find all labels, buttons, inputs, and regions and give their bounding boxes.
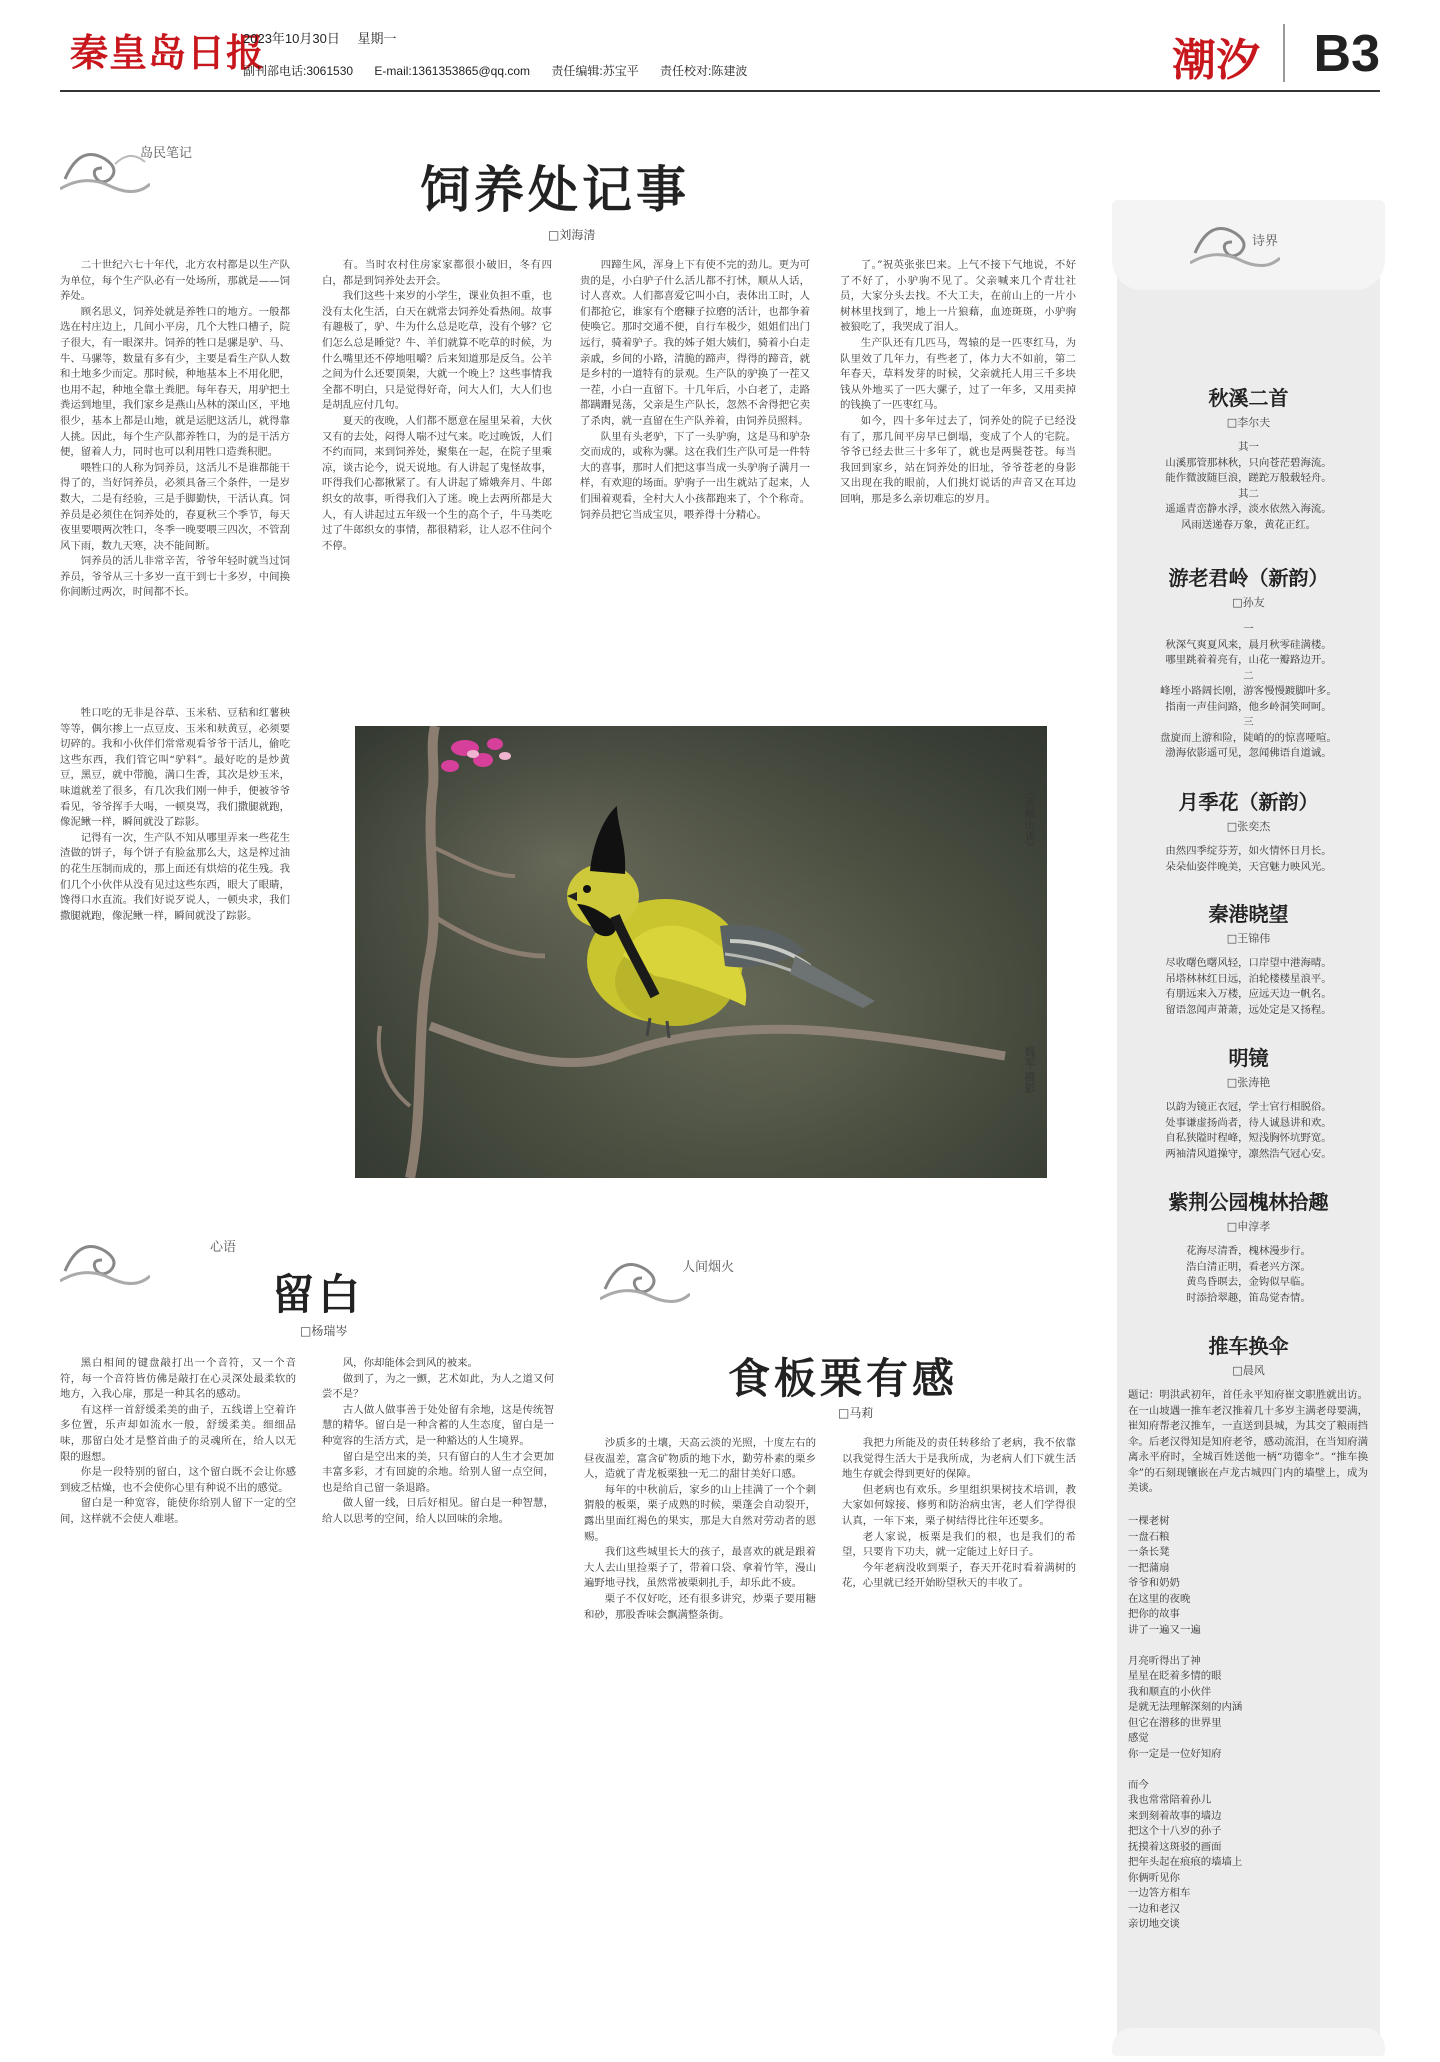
poem-line: 你一定是一位好知府 — [1128, 1747, 1222, 1760]
paragraph: 我把力所能及的责任转移给了老病，我不依靠以我觉得生活大于是我所成，为老病人们下就生活地生存就会得到更好的保障。 — [842, 1437, 1076, 1481]
poem-line: 花海尽清香，槐林漫步行。 — [1186, 1245, 1311, 1257]
poem-line: 一条长凳 — [1128, 1546, 1170, 1558]
poem-line: 我也常常陪着孙儿 — [1128, 1794, 1212, 1806]
paragraph: 留白是空出来的美，只有留白的人生才会更加丰富多彩，才有回旋的余地。给别人留一点空间，也是给自己留一条退路。 — [322, 1450, 554, 1494]
poem-line: 两袖清风道操守，凛然浩气冠心安。 — [1165, 1147, 1332, 1160]
masthead-separator — [1283, 24, 1285, 82]
email-text: E-mail:1361353865@qq.com — [374, 64, 531, 78]
free-verse-poem — [1128, 1514, 1368, 1933]
poem-line: 一把蒲扇 — [1128, 1561, 1170, 1574]
poem-line: 是就无法理解深刻的内涵 — [1128, 1701, 1243, 1713]
paragraph: 做人留一线，日后好相见。留白是一种智慧，给人以思考的空间，给人以回味的余地。 — [322, 1497, 554, 1525]
article1-column-2 — [322, 258, 552, 698]
poem-line: 亲切地交谈 — [1128, 1918, 1180, 1930]
poem-body — [1120, 1244, 1377, 1306]
wave-icon — [60, 134, 150, 194]
poem-line: 盘旋而上游和险，陡峭的的惊喜哑喧。 — [1160, 731, 1337, 744]
poem-line: 留语忽闻声萧萧，远处定是又扬程。 — [1165, 1003, 1332, 1016]
paragraph: 牲口吃的无非是谷草、玉米秸、豆秸和红薯秧等等，偶尔掺上一点豆皮、玉米和麸黄豆，必须要切碎的。我和小伙伴们常常观看爷爷干活儿，偷吃这些东西，我们管它叫“驴料”。最好吃的是炒黄豆，黑豆，就中带脆，满口生香，其次是炒玉米，味道就差了很多，有几次我们刚一伸手，便被爷爷看见，爷爷挥手大喝，一顿臭骂，我们撒腿就跑，像泥鳅一样，瞬间就没了踪影。 — [60, 707, 290, 829]
proof-text: 责任校对:陈建波 — [660, 64, 748, 78]
article-title-chestnut: 食板栗有感 — [728, 1354, 959, 1403]
column-label: 诗界 — [1252, 234, 1279, 249]
column-label: 心语 — [210, 1240, 237, 1255]
paragraph: 风，你却能体会到风的被来。 — [342, 1357, 478, 1369]
poem-line: 抚摸着这斑驳的画面 — [1128, 1840, 1222, 1853]
paragraph: 沙质多的土壤，天高云淡的光照，十度左右的昼夜温差，富含矿物质的地下水，勤劳朴素的栗乡人，造就了青龙板栗独一无二的甜甘美好口感。 — [584, 1437, 816, 1481]
editor-text: 责任编辑:苏宝平 — [551, 64, 639, 78]
poem-line: 处事谦虚扬尚者，待人诚恳讲和欢。 — [1165, 1116, 1332, 1129]
paragraph: 顾名思义，饲养处就是养牲口的地方。一般都选在村庄边上，几间小平房，几个大牲口槽子，院子很大，有一眼深井。饲养的牲口是骡是驴、马、牛、马骡等，数量有多有少，主要是看生产队人数和土地多少而定。那时候，种地基本上不用化肥，也用不起，种地全靠土粪肥。每年春天，用驴把土粪运到地里，我们家乡是燕山丛林的深山区，平地很少，基本上都是山地，就是运肥这活儿，就得靠人挑。因此，每个生产队都养牲口，为的是干活方便，留着人力，同时也可以利用牲口造粪积肥。 — [60, 305, 290, 459]
column-label: 岛民笔记 — [140, 146, 193, 161]
paragraph: 喂牲口的人称为饲养员，这活儿不是谁都能干得了的，当好饲养员，必须具备三个条件，一是岁数大，二是有经验，三是手脚勤快，干活认真。饲养员是必须住在饲养处的，春夏秋三个季节，每天夜里要喂两次牲口，冬季一晚要喂三四次，不管刮风下雨，数九天寒，决不能间断。 — [60, 461, 290, 552]
bird-photo — [355, 726, 1047, 1178]
paragraph: 黑白相间的键盘敲打出一个音符，又一个音符，每一个音符皆仿佛是敲打在心灵深处最柔软的地方，入我心扉，那是一种其名的感动。 — [60, 1357, 296, 1401]
paragraph: 如今，四十多年过去了，饲养处的院子已经没有了，那几间平房早已倒塌，变成了个人的宅院。爷爷已经去世三十多年了，就也是两鬓苍苍。每当我回到家乡，站在饲养处的旧址，爷爷苍老的身影又出现在我的眼前，人们挑灯说话的声音又在耳边回响，那是多么亲切难忘的岁月。 — [840, 414, 1076, 505]
column-header-island-notes — [60, 134, 260, 204]
article-title-feeding-place: 饲养处记事 — [420, 160, 690, 219]
poem-author: □张涛艳 — [1226, 1076, 1271, 1089]
column-label: 人间烟火 — [682, 1260, 735, 1275]
poem-line: 尽收曙色曙风轻，口岸望中港海晴。 — [1165, 957, 1332, 969]
poem-line: 一棵老树 — [1128, 1515, 1170, 1527]
poem-body — [1120, 844, 1377, 875]
paragraph: 有。当时农村住房家家都很小破旧，冬有四白，都是到饲养处去开会。 — [322, 259, 552, 287]
poem-title: 月季花（新韵） — [1178, 790, 1319, 814]
poem-line: 三 — [1243, 716, 1254, 728]
poem-line — [1128, 1762, 1368, 1778]
paragraph: 古人做人做事善于处处留有余地，这是传统智慧的精华。留白是一种含蓄的人生态度，留白是一种宽容的生活方式，是一种豁达的人生境界。 — [322, 1403, 554, 1447]
article2-column-2 — [322, 1356, 554, 2036]
paragraph: 今年老病没收到栗子，春天开花时看着满树的花，心里就已经开始盼望秋天的丰收了。 — [842, 1561, 1076, 1590]
contact-line — [243, 62, 765, 79]
paragraph: 队里有头老驴，下了一头驴驹，这是马和驴杂交而成的，或称为骡。这在我们生产队可是一件特大的喜事，那时人们把这事当成一头驴驹子满月一样，有欢迎的场面。驴驹子一出生就站了起来，人们围着观看，全村大人小孩都跑来了，个个称奇。饲养员把它当成宝贝，喂养得十分精心。 — [580, 430, 810, 521]
page-number: B3 — [1313, 25, 1380, 83]
poem-author: □申淳孝 — [1226, 1220, 1271, 1233]
poem-author: □晨风 — [1232, 1364, 1265, 1377]
issue-date — [243, 28, 410, 47]
poem-title: 明镜 — [1228, 1046, 1269, 1070]
poem-line: 二 — [1243, 669, 1254, 682]
poem-line: 一边和老汉 — [1128, 1902, 1180, 1915]
poem-author: □张奕杰 — [1226, 820, 1271, 833]
paragraph: 留白是一种宽容，能使你给别人留下一定的空间，这样就不会使人难堪。 — [60, 1497, 296, 1525]
poem-line: 山溪那管那林秋，只向苍茫碧海流。 — [1165, 456, 1332, 469]
paragraph: 生产队还有几匹马，驾辕的是一匹枣红马，为队里效了几年力，有些老了，体力大不如前，第二年春天，草料发芽的时候，父亲就托人用三千多块钱从外地买了一匹大骡子，过了一年多，又用卖掉的钱换了一匹枣红马。 — [840, 336, 1076, 412]
article2-column-1 — [60, 1356, 296, 2036]
poem-line: 讲了一遍又一遍 — [1128, 1623, 1201, 1636]
masthead-rule — [60, 90, 1380, 92]
poem-line: 把这个十八岁的孙子 — [1128, 1825, 1222, 1837]
poem-author: □李尔夫 — [1226, 416, 1271, 429]
article3-column-1 — [584, 1436, 816, 2036]
photo-credit: 魏军 摄影 — [1023, 1046, 1036, 1094]
article1-column-1b — [60, 706, 290, 1206]
poem-title: 游老君岭（新韵） — [1168, 566, 1329, 590]
paragraph: 有这样一首舒缓柔美的曲子，五线谱上空着许多位置，乐声却如流水一般，舒缓柔美。细细品味，那留白处才是整首曲子的灵魂所在，给人以无限的遐想。 — [60, 1403, 296, 1463]
article-byline: □刘海清 — [548, 228, 596, 242]
paragraph: 但老病也有欢乐。乡里组织果树技术培训，教大家如何嫁接、修剪和防治病虫害，老人们学得很认真，一年下来，栗子树结得比往年还要多。 — [842, 1483, 1076, 1527]
newspaper-logo: 秦皇岛日报 — [70, 30, 266, 75]
wave-icon — [60, 1226, 150, 1286]
poem-line: 一盘石粮 — [1128, 1530, 1170, 1543]
poem-body — [1120, 956, 1377, 1018]
weekday-text: 星期一 — [357, 31, 397, 46]
poem-line: 时添拾翠趣，笛岛觉杏情。 — [1186, 1291, 1311, 1304]
poem-line: 一 — [1243, 623, 1254, 635]
poem-line: 但它在潜移的世界里 — [1128, 1716, 1222, 1729]
article1-column-4 — [840, 258, 1076, 698]
paragraph: 每年的中秋前后，家乡的山上挂满了一个个刺猬般的板栗，栗子成熟的时候，栗蓬会自动裂开，露出里面红褐色的果实，那是大自然对劳动者的恩赐。 — [584, 1483, 816, 1543]
paragraph: 二十世纪六七十年代，北方农村都是以生产队为单位，每个生产队必有一处场所，那就是——饲养处。 — [60, 259, 290, 303]
paragraph: 我们这些十来岁的小学生，课业负担不重，也没有太化生活，白天在就常去饲养处看热闹。故事有趣极了，驴、牛为什么总是吃草，没有个够？它们怎么总是睡觉？牛、羊们就算不吃草的时候，为什么嘴里还不停地咀嚼？后来知道那是反刍。公羊之间为什么还要顶架，大就一个晚上？这些事情我全都不明白，只是觉得好奇，问大人们，大人们也是胡乱应付几句。 — [322, 290, 552, 412]
poem-line: 一边答方相车 — [1128, 1887, 1191, 1899]
poem-line: 自私狭隘时程峰，短浅胸怀坑野宽。 — [1165, 1132, 1332, 1144]
masthead — [60, 18, 1380, 86]
poem-line: 感觉 — [1128, 1732, 1149, 1744]
poem-body — [1120, 1100, 1377, 1162]
poem-line: 其二 — [1238, 487, 1259, 500]
poem-line: 在这里的夜晚 — [1128, 1592, 1191, 1605]
paragraph: 夏天的夜晚，人们都不愿意在屋里呆着，大伙又有的去处，闷得人喘不过气来。吃过晚饭，人们不约而同，来到饲养处，聚集在一起，在院子里乘凉，谈古论今，说天说地。有人讲起了鬼怪故事，吓得我们心都揪紧了。有人讲起了嫦娥奔月、牛郎织女的故事，听得我们入了迷。晚上去两所都是大人，有人讲起过五年级一个生的高个子，牛马类吃过了牛郎织女的事情，都很精彩，让人忍不住问个不停。 — [322, 414, 552, 552]
poem-line: 爷爷和奶奶 — [1128, 1577, 1180, 1589]
poem-line: 黄鸟昏暝去，金钩似早临。 — [1186, 1276, 1311, 1288]
column-header-heart-words — [60, 1226, 260, 1296]
article1-column-1 — [60, 258, 290, 698]
article1-column-3 — [580, 258, 810, 698]
paragraph: 你是一段特别的留白，这个留白既不会让你感到疲乏枯燥，也不会使你心里有种说不出的感觉。 — [60, 1466, 296, 1494]
photo-caption: 《黄颊山雀》 — [1023, 786, 1036, 852]
column-header-poetry — [1190, 208, 1350, 278]
poem-title: 推车换伞 — [1208, 1334, 1289, 1358]
paragraph: 老人家说，板栗是我们的根，也是我们的希望，只要肯下功夫，就一定能过上好日子。 — [842, 1530, 1076, 1559]
poem-line: 由然四季绽芬芳，如火情怀日月长。 — [1165, 845, 1332, 857]
poem-line: 月亮听得出了神 — [1128, 1654, 1201, 1667]
article-title-blank-space: 留白 — [272, 1270, 365, 1319]
poem-line — [1128, 1638, 1368, 1654]
section-name: 潮汐 — [1172, 35, 1260, 86]
poem-line: 秋深气爽夏风来，晨月秋零硅满楼。 — [1165, 638, 1332, 651]
poem-author: □孙友 — [1232, 596, 1265, 609]
poem-line: 来到刻着故事的墙边 — [1128, 1809, 1222, 1822]
poem-line: 有朋远来入万楼，应远天边一帆名。 — [1165, 988, 1332, 1000]
paragraph: 我们这些城里长大的孩子，最喜欢的就是跟着大人去山里捡栗子了，带着口袋、拿着竹竿，漫山遍野地寻找，虽然常被栗刺扎手，却乐此不疲。 — [584, 1546, 816, 1590]
article3-column-2 — [842, 1436, 1076, 2036]
poem-line: 把年头起在痕痕的墙墙上 — [1128, 1856, 1243, 1868]
poem-line: 渤海依影遥可见，忽闻佛语自道诚。 — [1165, 747, 1332, 759]
poem-line: 风雨送递春万象，黄花正红。 — [1180, 518, 1317, 531]
phone-text: 副刊部电话:3061530 — [243, 64, 354, 78]
poem-title: 秦港晓望 — [1208, 902, 1289, 926]
poem-preface-note: 题记：明洪武初年，首任永平知府崔文职胜就出访。在一山坡遇一推车老汉推着几十多岁主满老母要满，崔知府帮老汉推车，一直送到县城，为其交了粮雨挡伞。后老汉得知是知府老爷，感动流泪，在当知府满离永平府时，全城百姓送他一柄“功德伞”。“推车换伞”的石刻现镶嵌在卢龙古城四门内的墙壁上，成为美谈。 — [1128, 1389, 1368, 1494]
paragraph: 做到了，为之一颤，艺术如此，为人之道又何尝不是？ — [322, 1372, 554, 1401]
poem-line: 朵朵仙姿伴晚美，天宫魅力映风光。 — [1165, 860, 1332, 873]
article-byline: □马莉 — [838, 1406, 874, 1420]
scroll-bottom-roll — [1112, 2028, 1385, 2056]
poem-line: 星星在眨着多情的眼 — [1128, 1670, 1222, 1682]
bird-on-branch-illustration — [355, 726, 1047, 1178]
paragraph: 栗子不仅好吃，还有很多讲究，炒栗子要用糖和砂，那股香味会飘满整条街。 — [584, 1592, 816, 1621]
poem-line: 浩白清正明，看老兴方深。 — [1186, 1260, 1311, 1273]
poem-line: 我和顺直的小伙伴 — [1128, 1685, 1212, 1698]
poem-author: □王锦伟 — [1226, 932, 1271, 945]
poem-body — [1120, 622, 1377, 762]
poem-line: 哪里跳着着亮有，山花一瓣路边开。 — [1165, 654, 1332, 666]
paragraph: 四蹄生风，浑身上下有使不完的劲儿。更为可贵的是，小白驴子什么活儿都不打怵，顺从人话，讨人喜欢。人们都喜爱它叫小白，表体出工时，人们都抢它，谁家有个磨糠子拉磨的活计，也都争着使唤它。那时交通不便，自行车极少，姐姐们出门远行，骑着驴子。我的姊子姐大姨们，骑着小白走亲戚，乡间的小路，清脆的蹄声，得得的蹄音，就是乡村的一道特有的景观。生产队的驴换了一茬又一茬，小白一直留下。十几年后，小白老了，走路都蹒跚晃荡，父亲是生产队长，忽然不舍得把它卖了杀肉，就一直留在生产队养着，由饲养员照料。 — [580, 259, 810, 427]
poem-line: 吊塔林林红日远，泊轮楼楼星浪平。 — [1165, 972, 1332, 985]
paragraph: 记得有一次，生产队不知从哪里弄来一些花生渣做的饼子，每个饼子有脸盆那么大，这是榨过油的花生压制而成的，那上面还有烘焙的花生残。我们几个小伙伴从没有见过这些东西，眼大了眼睛，馋得口水直流。我们好说歹说人，一顿央求，我们撒腿就跑，像泥鳅一样，瞬间就没了踪影。 — [60, 831, 290, 922]
poem-line: 遥遥青峦静水浮，淡水依然入海流。 — [1165, 503, 1332, 515]
date-text: 2023年10月30日 — [243, 31, 340, 46]
paragraph: 了。”祝英张张巴来。上气不接下气地说，不好了不好了，小驴驹不见了。父亲喊来几个青壮社员，大家分头去找。不大工夫，在前山上的一片小树林里找到了，地上一片狼藉，血迹斑斑，小驴驹被狼吃了，我哭成了泪人。 — [840, 259, 1076, 334]
poem-title: 秋溪二首 — [1208, 386, 1289, 410]
poem-title: 紫荆公园槐林拾趣 — [1168, 1190, 1329, 1214]
wave-icon — [600, 1244, 690, 1304]
poem-line: 把你的故事 — [1128, 1608, 1180, 1620]
poem-line: 其一 — [1238, 441, 1259, 453]
poem-line: 峰垤小路阔长刚，游客慢慢踱脚叶多。 — [1160, 685, 1337, 697]
column-header-human-world — [600, 1244, 800, 1314]
paragraph: 饲养员的活儿非常辛苦，爷爷年轻时就当过饲养员，爷爷从三十多岁一直干到七十多岁，中间换你间断过两次，时间都不长。 — [60, 555, 290, 599]
poem-line: 指南一声佳问路，他乡岭洞笑呵呵。 — [1165, 700, 1332, 713]
poem-line: 你俩听见你 — [1128, 1871, 1180, 1884]
poem-line: 能作微波随巨浪，蹉跎万般载轻舟。 — [1165, 472, 1332, 484]
poem-line: 以韵为镜正衣冠，学士官行相脱俗。 — [1165, 1101, 1332, 1113]
poem-body — [1120, 440, 1377, 533]
poem-line: 而今 — [1128, 1778, 1149, 1791]
article-byline: □杨瑞岑 — [300, 1324, 348, 1338]
